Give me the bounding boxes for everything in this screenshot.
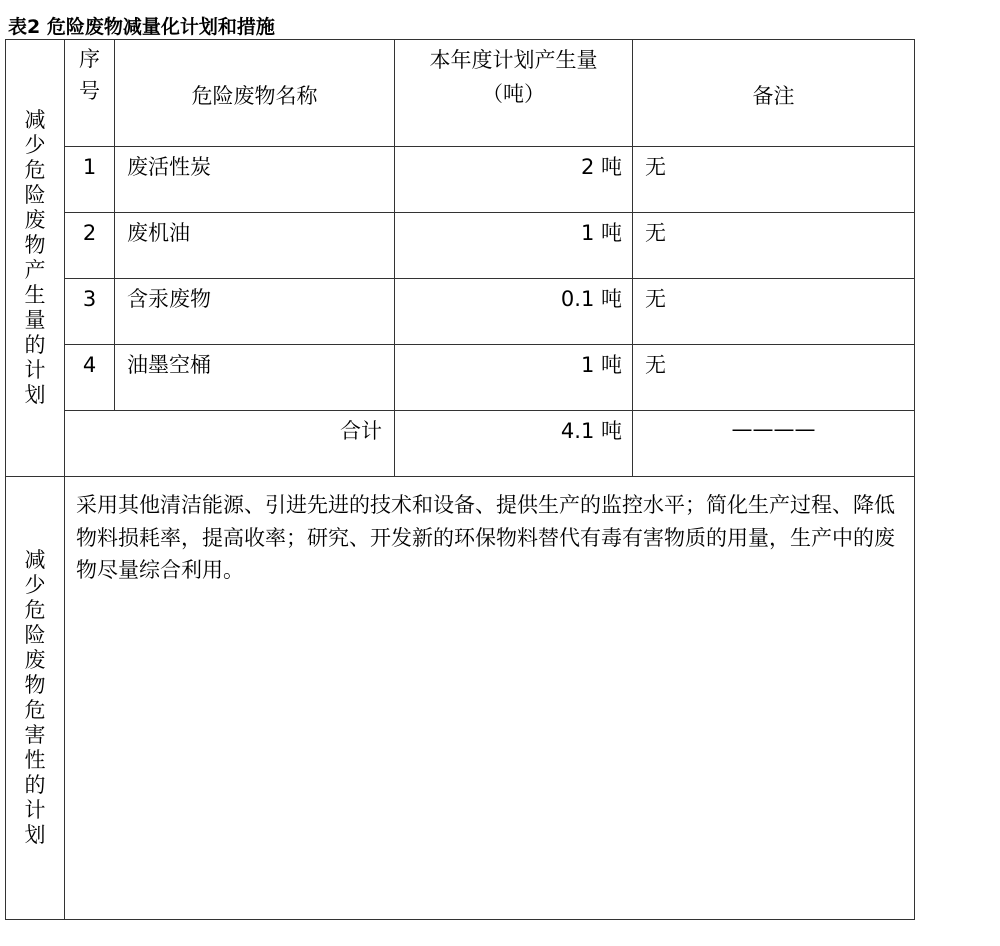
row-no: 4 <box>65 345 115 411</box>
table-caption: 表2 危险废物减量化计划和措施 <box>8 16 275 38</box>
section1-label: 减少危险废物产生量的计划 <box>24 107 46 407</box>
row-note: 无 <box>633 345 915 411</box>
row-note: 无 <box>633 147 915 213</box>
header-name: 危险废物名称 <box>115 40 395 147</box>
row-name: 废机油 <box>115 213 395 279</box>
total-label: 合计 <box>65 411 395 477</box>
header-qty-line2: （吨） <box>482 81 545 106</box>
row-no: 3 <box>65 279 115 345</box>
header-row <box>6 40 915 147</box>
table-row <box>6 279 915 345</box>
table-row <box>6 213 915 279</box>
total-row <box>6 411 915 477</box>
table-row <box>6 147 915 213</box>
section2-row <box>6 477 915 920</box>
row-qty: 1 吨 <box>395 213 633 279</box>
total-note-dash: ———— <box>731 417 816 441</box>
row-no: 1 <box>65 147 115 213</box>
waste-reduction-table <box>5 39 915 920</box>
row-qty: 2 吨 <box>395 147 633 213</box>
row-name: 废活性炭 <box>115 147 395 213</box>
row-qty: 0.1 吨 <box>395 279 633 345</box>
section1-label-cell <box>6 40 65 477</box>
row-note: 无 <box>633 213 915 279</box>
row-name: 油墨空桶 <box>115 345 395 411</box>
header-qty-cell <box>395 40 633 147</box>
section2-label-cell <box>6 477 65 920</box>
header-no-cell <box>65 40 115 147</box>
header-no: 序号 <box>79 47 100 103</box>
row-qty: 1 吨 <box>395 345 633 411</box>
total-note-cell <box>633 411 915 477</box>
table-row <box>6 345 915 411</box>
row-name: 含汞废物 <box>115 279 395 345</box>
section2-measures-text: 采用其他清洁能源、引进先进的技术和设备、提供生产的监控水平；简化生产过程、降低物料损耗率，提高收率；研究、开发新的环保物料替代有毒有害物质的用量，生产中的废物尽量综合利用。 <box>65 477 915 920</box>
total-qty: 4.1 吨 <box>395 411 633 477</box>
row-note: 无 <box>633 279 915 345</box>
header-qty-line1: 本年度计划产生量 <box>429 48 598 72</box>
header-note: 备注 <box>633 40 915 147</box>
row-no: 2 <box>65 213 115 279</box>
section2-label: 减少危险废物危害性的计划 <box>24 547 46 847</box>
